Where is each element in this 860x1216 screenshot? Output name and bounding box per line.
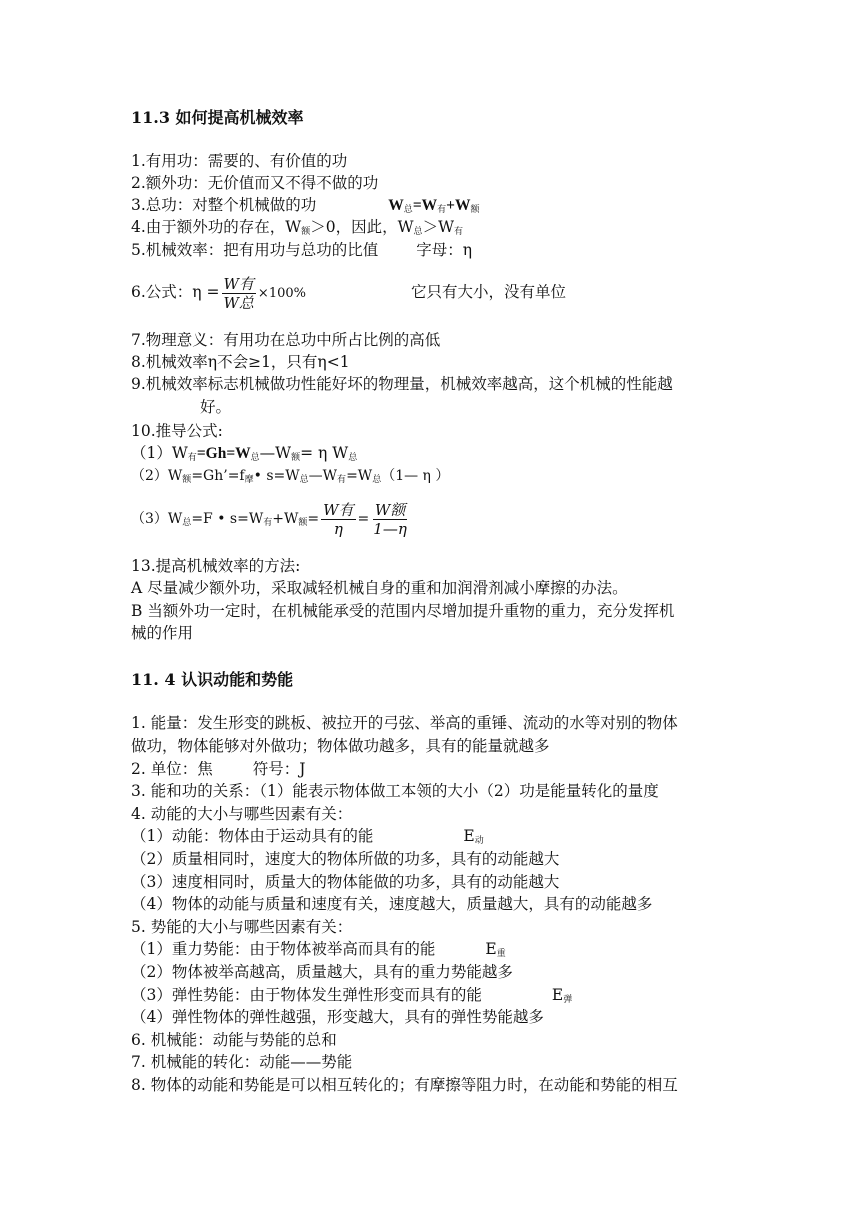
section-heading-11-4: 11. 4 认识动能和势能 <box>131 670 294 689</box>
formula-fraction: $\frac{\text{W有}}{\text{W总}}$ <box>223 274 254 312</box>
line-efficiency-indicator: 9.机械效率标志机械做功性能好坏的物理量，机械效率越高，这个机械的性能越 <box>131 375 673 393</box>
line-improve-b-cont: 械的作用 <box>131 624 194 642</box>
line-total-work: 3.总功：对整个机械做的功 $W_总=W_有+W_额$ <box>131 196 480 215</box>
line-potential-4: （4）弹性物体的弹性越强，形变越大，具有的弹性势能越多 <box>131 1008 544 1026</box>
line-useful-work: 1.有用功：需要的、有价值的功 <box>131 152 348 170</box>
line-extra-work-existence: 4.由于额外功的存在，$W_额>0$，因此，$W_总>W_有$ <box>131 218 464 237</box>
line-improve-a: A 尽量减少额外功，采取减轻机械自身的重和加润滑剂减小摩擦的办法。 <box>131 579 628 597</box>
line-mechanical-energy: 6. 机械能：动能与势能的总和 <box>131 1031 337 1049</box>
line-efficiency-indicator-cont: 好。 <box>200 398 232 416</box>
line-energy-cont: 做功，物体能够对外做功；物体做功越多，具有的能量就越多 <box>131 737 550 755</box>
line-energy-conversion: 7. 机械能的转化：动能——势能 <box>131 1053 353 1071</box>
line-potential-factors: 5. 势能的大小与哪些因素有关： <box>131 918 353 936</box>
line-efficiency-definition: 5.机械效率：把有用功与总功的比值 字母：η <box>131 241 473 259</box>
line-kinetic-4: （4）物体的动能与质量和速度有关，速度越大，质量越大，具有的动能越多 <box>131 895 653 913</box>
line-derived-formulas: 10.推导公式: <box>131 422 223 440</box>
line-kinetic-factors: 4. 动能的大小与哪些因素有关： <box>131 805 353 823</box>
line-mutual-conversion: 8. 物体的动能和势能是可以相互转化的；有摩擦等阻力时，在动能和势能的相互 <box>131 1076 678 1094</box>
line-kinetic-1: （1）动能：物体由于运动具有的能 $E_动$ <box>131 827 484 846</box>
formula-2: $(2)W_额=Gh’=f_摩•$ $s=W_总—W_有=W_总(1—$ η ） <box>131 468 450 485</box>
section-heading-11-3: 11.3 如何提高机械效率 <box>131 108 304 127</box>
formula-3-fraction-1: $\frac{\text{W有}}{\eta}$ <box>323 500 354 538</box>
line-improve-b: B 当额外功一定时，在机械能承受的范围内尽增加提升重物的重力，充分发挥机 <box>131 602 675 620</box>
line-potential-1: （1）重力势能：由于物体被举高而具有的能 $E_重$ <box>131 940 506 959</box>
line-energy-work-relation: 3. 能和功的关系：（1）能表示物体做工本领的大小（2）功是能量转化的量度 <box>131 782 659 800</box>
line-kinetic-3: （3）速度相同时，质量大的物体能做的功多，具有的动能越大 <box>131 873 560 891</box>
line-unit: 2. 单位：焦 符号：J <box>131 760 306 778</box>
line-improve-methods: 13.提高机械效率的方法: <box>131 557 301 575</box>
line-extra-work: 2.额外功：无价值而又不得不做的功 <box>131 174 379 192</box>
line-potential-2: （2）物体被举高越高，质量越大，具有的重力势能越多 <box>131 963 513 981</box>
line-physical-meaning: 7.物理意义：有用功在总功中所占比例的高低 <box>131 331 441 349</box>
formula-3: $(3)W_总=F$ • $s=W_有+W_额=$ $\frac{\text{W有}}{\eta}$ = $\frac{\text{W额}}{1—\eta}$ <box>131 500 407 538</box>
formula-3-fraction-2: $\frac{\text{W额}}{1—\eta}$ <box>373 500 407 538</box>
line-energy: 1. 能量：发生形变的跳板、被拉开的弓弦、举高的重锤、流动的水等对别的物体 <box>131 714 678 732</box>
line-formula: 6.公式：η = $\frac{\text{W有}}{\text{W总}}$ ×100% 它只有大小，没有单位 <box>131 274 566 312</box>
line-potential-3: （3）弹性势能：由于物体发生弹性形变而具有的能 $E_弹$ <box>131 986 573 1005</box>
line-kinetic-2: （2）质量相同时，速度大的物体所做的功多，具有的动能越大 <box>131 850 560 868</box>
line-efficiency-limit: 8.机械效率η不会≥1，只有η<1 <box>131 353 350 371</box>
formula-1: $(1)W_有=Gh=W_总—W_额= \eta$ $W_总$ <box>131 444 358 463</box>
